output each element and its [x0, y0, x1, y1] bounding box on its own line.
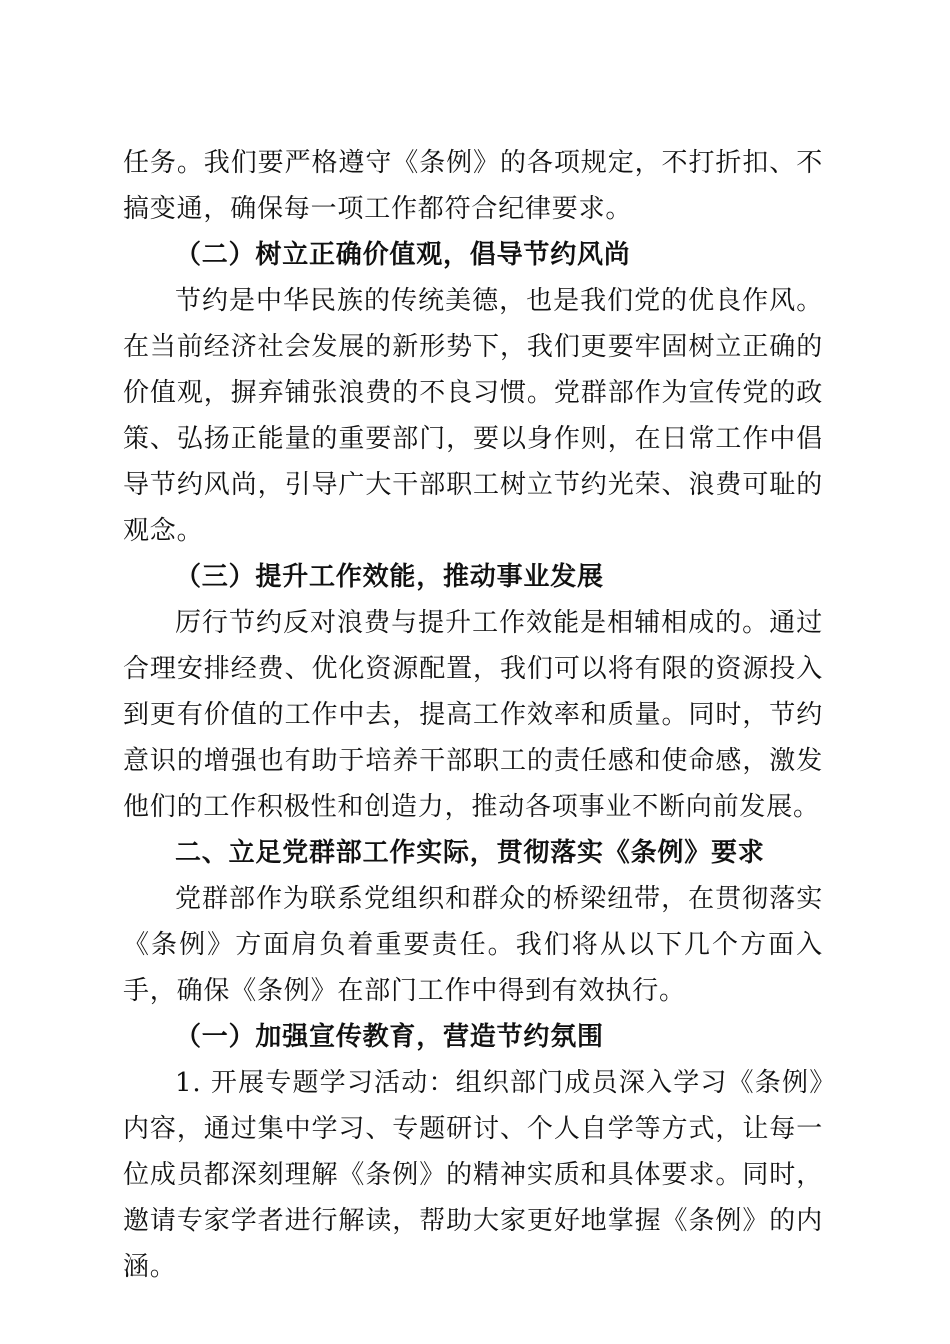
paragraph-department-role: 党群部作为联系党组织和群众的桥梁纽带，在贯彻落实《条例》方面肩负着重要责任。我们将从以下几个方面入手，确保《条例》在部门工作中得到有效执行。 [123, 884, 823, 1006]
document-body [123, 140, 823, 1290]
paragraph-work-efficiency: 厉行节约反对浪费与提升工作效能是相辅相成的。通过合理安排经费、优化资源配置，我们可以将有限的资源投入到更有价值的工作中去，提高工作效率和质量。同时，节约意识的增强也有助于培养干部职工的责任感和使命感，激发他们的工作积极性和创造力，推动各项事业不断向前发展。 [123, 608, 823, 822]
paragraph-continuation: 任务。我们要严格遵守《条例》的各项规定，不打折扣、不搞变通，确保每一项工作都符合纪律要求。 [123, 148, 823, 224]
section-subheading-1: （一）加强宣传教育，营造节约氛围 [175, 1022, 604, 1052]
section-heading-2: 二、立足党群部工作实际，贯彻落实《条例》要求 [175, 838, 765, 868]
section-subheading-2: （二）树立正确价值观，倡导节约风尚 [175, 240, 631, 270]
section-subheading-3: （三）提升工作效能，推动事业发展 [175, 562, 604, 592]
paragraph-study-activity: 1. 开展专题学习活动：组织部门成员深入学习《条例》内容，通过集中学习、专题研讨、个人自学等方式，让每一位成员都深刻理解《条例》的精神实质和具体要求。同时，邀请专家学者进行解读，帮助大家更好地掌握《条例》的内涵。 [123, 1068, 823, 1282]
paragraph-frugality-values: 节约是中华民族的传统美德，也是我们党的优良作风。在当前经济社会发展的新形势下，我们更要牢固树立正确的价值观，摒弃铺张浪费的不良习惯。党群部作为宣传党的政策、弘扬正能量的重要部门，要以身作则，在日常工作中倡导节约风尚，引导广大干部职工树立节约光荣、浪费可耻的观念。 [123, 286, 823, 546]
